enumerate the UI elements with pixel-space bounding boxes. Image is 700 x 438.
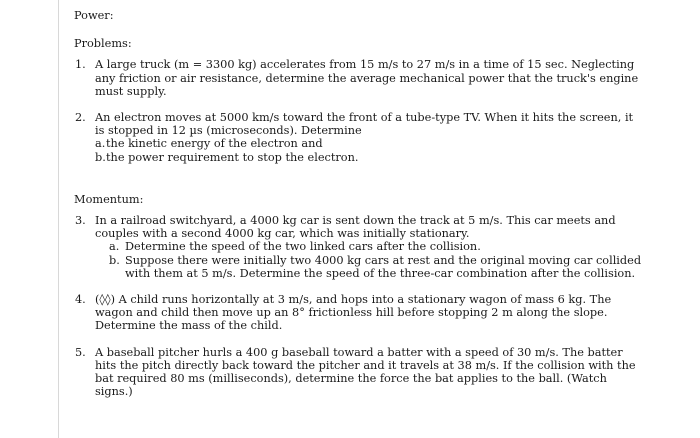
problem-5 xyxy=(74,346,644,399)
problem-2 xyxy=(74,111,644,164)
problem-number: 1. xyxy=(75,58,86,72)
document-page xyxy=(58,0,700,438)
problem-2-part-a xyxy=(95,137,644,150)
problem-number: 3. xyxy=(75,214,86,228)
heading-momentum: Momentum: xyxy=(74,192,144,206)
part-text: Determine the speed of the two linked cars after the collision. xyxy=(125,240,481,254)
part-label: a. xyxy=(109,240,120,254)
problem-1 xyxy=(74,58,644,98)
problem-text: An electron moves at 5000 km/s toward the front of a tube-type TV. When it hits the screen, it is stopped in 12 µs (microseconds). Determine xyxy=(95,111,634,138)
part-label: a. xyxy=(95,137,106,151)
problem-text: A baseball pitcher hurls a 400 g baseball toward a batter with a speed of 30 m/s. The batter hits the pitch directly back toward the pitcher and it travels at 38 m/s. If the collision with the bat required 80 ms (milliseconds), determine the force the bat applies to the ball. (Watch signs.) xyxy=(95,345,636,399)
problems-list-momentum xyxy=(74,214,644,398)
problem-3 xyxy=(74,214,644,280)
heading-power: Power: xyxy=(74,9,114,22)
part-text: Suppose there were initially two 4000 kg cars at rest and the original moving car collided with them at 5 m/s. Determine the speed of the three-car combination after the collision. xyxy=(125,253,642,280)
problem-2-part-b xyxy=(95,151,644,164)
problem-2-parts xyxy=(95,137,644,163)
heading-problems: Problems: xyxy=(74,37,132,51)
problem-text: In a railroad switchyard, a 4000 kg car is sent down the track at 5 m/s. This car meets and couples with a second 4000 kg car, which was initially stationary. xyxy=(95,214,616,241)
part-label: b. xyxy=(95,150,106,164)
document-content xyxy=(74,9,644,411)
problem-number: 5. xyxy=(75,345,86,359)
problems-list-power xyxy=(74,58,644,163)
problem-3-part-a xyxy=(95,240,644,253)
problem-3-parts xyxy=(95,240,644,280)
problem-number: 2. xyxy=(75,111,86,125)
problem-number: 4. xyxy=(75,293,86,307)
problem-text: (◊◊) A child runs horizontally at 3 m/s, and hops into a stationary wagon of mass 6 kg. The wagon and child then move up an 8° frictionless hill before stopping 2 m along the slope. Determine the mass of the child. xyxy=(95,293,612,333)
problem-4 xyxy=(74,293,644,333)
problem-3-part-b xyxy=(95,254,644,280)
part-label: b. xyxy=(109,253,120,267)
part-text: the kinetic energy of the electron and xyxy=(106,137,323,151)
part-text: the power requirement to stop the electron. xyxy=(106,150,359,164)
problem-text: A large truck (m = 3300 kg) accelerates from 15 m/s to 27 m/s in a time of 15 sec. Neglecting any friction or air resistance, determine the average mechanical power that the truck's engine must supply. xyxy=(95,58,639,98)
